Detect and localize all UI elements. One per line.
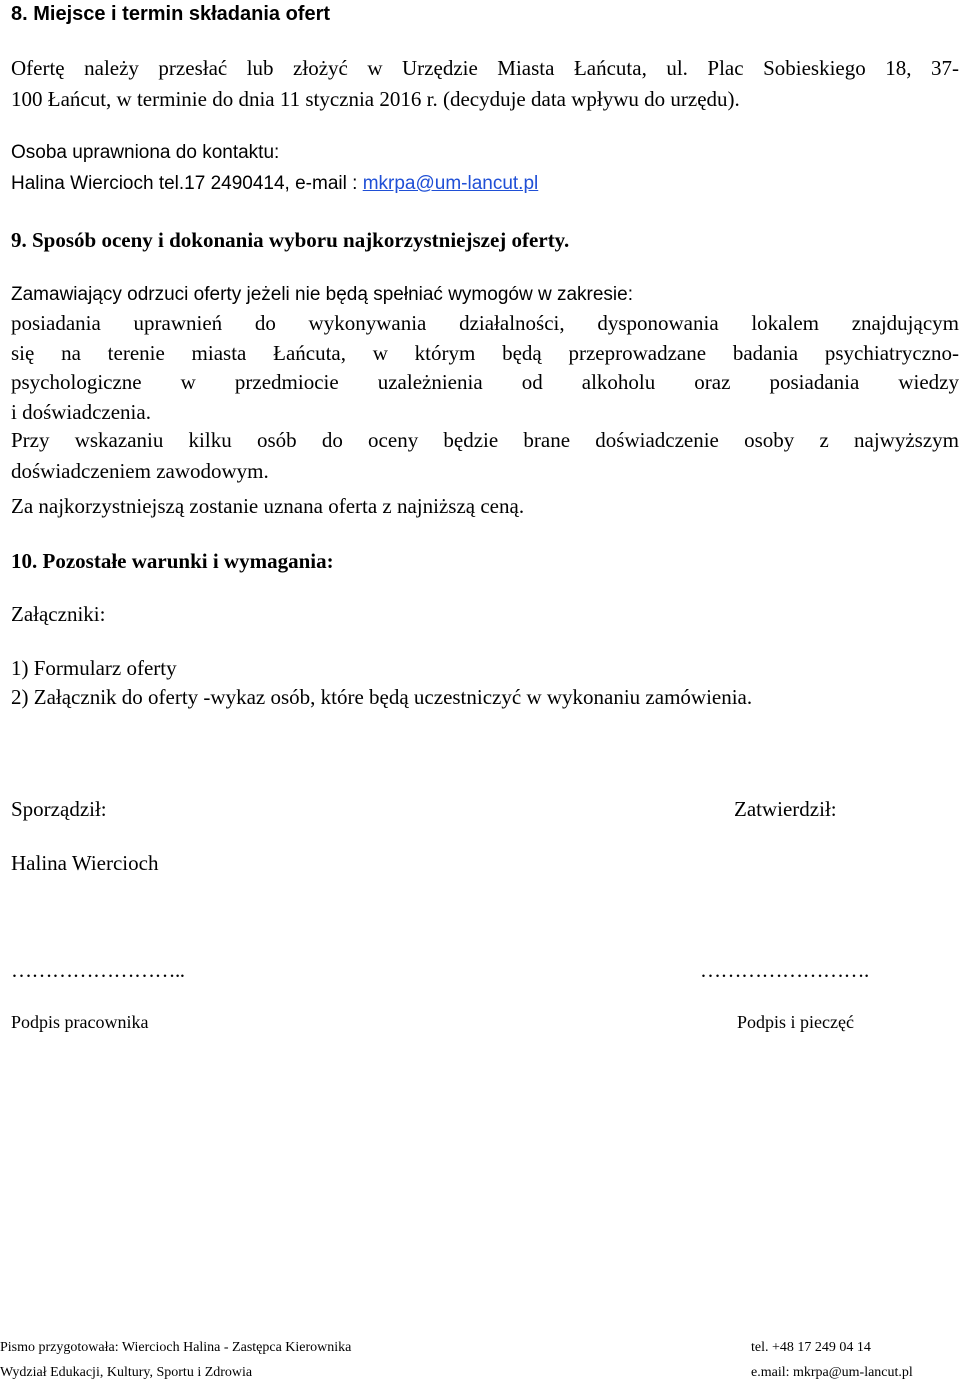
section-8-heading: 8. Miejsce i termin składania ofert [11,3,331,25]
paragraph-1-line: psychologiczne w przedmiocie uzależnienia od alkoholu oraz posiadania wiedzy [11,370,959,394]
section-9-heading: 9. Sposób oceny i dokonania wyboru najkorzystniejszej oferty. [11,228,570,252]
contact-email-link[interactable]: mkrpa@um-lancut.pl [362,173,539,194]
right-signature-line: ……………………. [700,958,869,982]
attachment-item-1: 1) Formularz oferty [11,656,177,680]
footer-email: e.mail: mkrpa@um-lancut.pl [751,1365,913,1380]
paragraph-2-line: Przy wskazaniu kilku osób do oceny będzie brane doświadczenie osoby z najwyższym [11,428,959,452]
footer-phone: tel. +48 17 249 04 14 [751,1340,871,1355]
prepared-by-label: Sporządził: [11,797,107,821]
contact-line [11,170,538,198]
left-signature-line: …………………….. [11,958,185,982]
contact-line-prefix: Halina Wiercioch tel.17 2490414, e-mail : [11,173,363,194]
section-9-intro: Zamawiający odrzuci oferty jeżeli nie będą spełniać wymogów w zakresie: [11,284,633,305]
section-9-paragraph-3: Za najkorzystniejszą zostanie uznana oferta z najniższą ceną. [11,494,525,518]
section-8-text-line-1: Ofertę należy przesłać lub złożyć w Urzędzie Miasta Łańcuta, ul. Plac Sobieskiego 18, 37- [11,56,959,80]
paragraph-1-line: posiadania uprawnień do wykonywania działalności, dysponowania lokalem znajdującym [11,311,959,335]
attachments-label: Załączniki: [11,602,106,626]
left-signature-caption: Podpis pracownika [11,1012,149,1032]
section-9-paragraph-1 [11,309,959,427]
contact-label: Osoba uprawniona do kontaktu: [11,142,280,163]
right-signature-caption: Podpis i pieczęć [737,1012,854,1032]
attachment-item-2: 2) Załącznik do oferty -wykaz osób, które będą uczestniczyć w wykonaniu zamówienia. [11,685,753,709]
paragraph-1-line: i doświadczenia. [11,399,151,424]
approved-by-label: Zatwierdził: [734,797,837,821]
section-9-paragraph-2 [11,425,959,487]
footer-department: Wydział Edukacji, Kultury, Sportu i Zdrowia [0,1365,253,1380]
paragraph-1-line: się na terenie miasta Łańcuta, w którym będą przeprowadzane badania psychiatryczno- [11,340,959,365]
paragraph-2-line: doświadczeniem zawodowym. [11,459,269,483]
section-8-text-line-2: 100 Łańcut, w terminie do dnia 11 stycznia 2016 r. (decyduje data wpływu do urzędu). [11,87,740,111]
section-10-heading: 10. Pozostałe warunki i wymagania: [11,549,334,573]
prepared-by-name: Halina Wiercioch [11,851,159,875]
footer-author: Pismo przygotowała: Wiercioch Halina - Zastępca Kierownika [0,1340,352,1355]
